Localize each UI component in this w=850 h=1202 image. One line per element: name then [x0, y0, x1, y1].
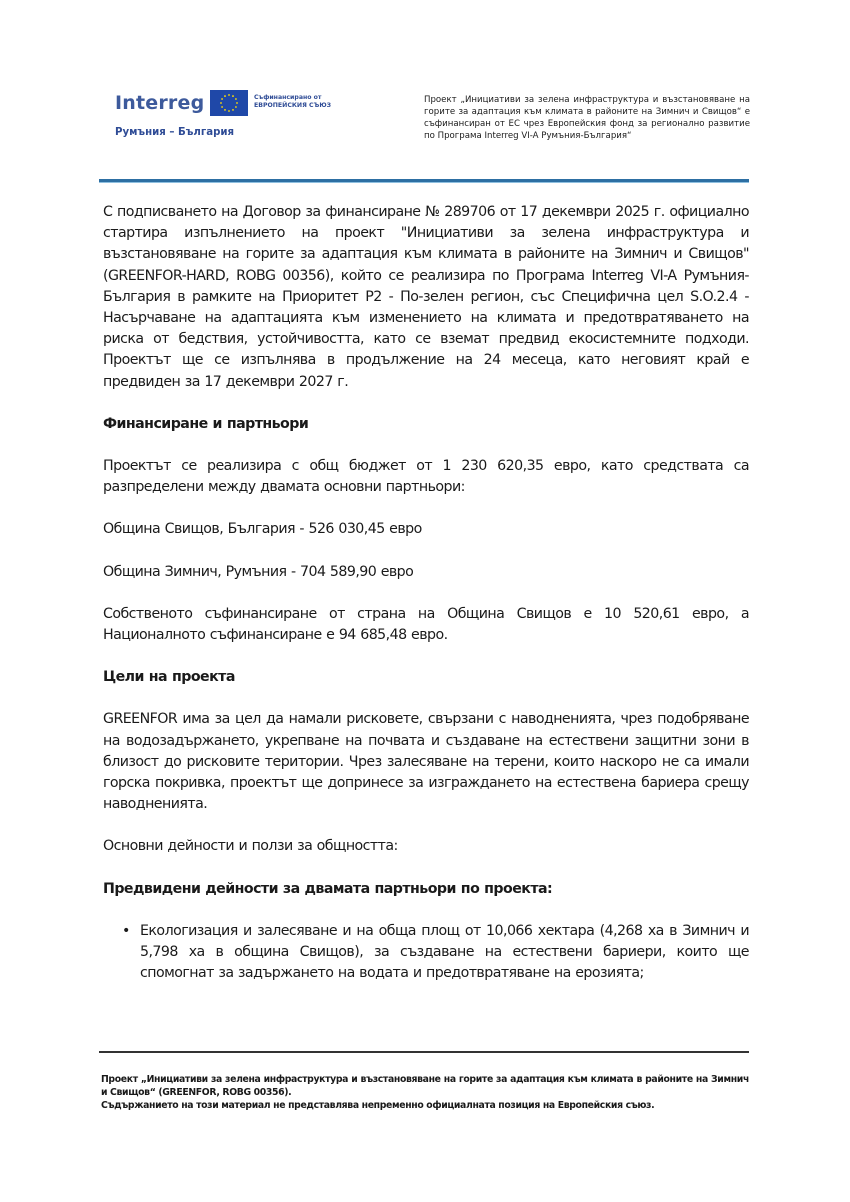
eu-star-icon: [221, 98, 223, 100]
partner-svishtov: Община Свищов, България - 526 030,45 евро: [103, 521, 422, 538]
activities-list: [103, 921, 749, 985]
footer-project-line: Проект „Инициативи за зелена инфраструктура и възстановяване на горите за адаптация към климата в районите на Зимнич и Свищов“ (GREENFOR, ROBG 00356).: [101, 1074, 749, 1098]
page-footer: [101, 1073, 749, 1112]
eu-star-icon: [224, 109, 226, 111]
activities-intro: Основни дейности и ползи за общността:: [103, 838, 398, 855]
eu-star-icon: [232, 95, 234, 97]
eu-star-icon: [235, 106, 237, 108]
eu-cofunded-line1: Съфинансирано от: [254, 94, 322, 101]
region-label: Румъния – България: [115, 127, 235, 138]
document-body: [103, 202, 749, 984]
eu-cofunded-line2: ЕВРОПЕЙСКИЯ СЪЮЗ: [254, 102, 332, 109]
footer-disclaimer: Съдържанието на този материал не представлява непременно официалната позиция на Европейския съюз.: [101, 1100, 655, 1111]
activity-text: Екологизация и залесяване и на обща площ от 10,066 хектара (4,268 ха в Зимнич и 5,798 ха в община Свищов), за създаване на естествени бариери, които ще спомогнат за задържането на водата и предотвратяване на ерозията;: [140, 922, 749, 982]
interreg-brand-text: Interreg: [115, 92, 205, 114]
activities-heading: Предвидени дейности за двамата партньори по проекта:: [103, 880, 553, 897]
eu-star-icon: [236, 102, 238, 104]
header-project-note: Проект „Инициативи за зелена инфраструктура и възстановяване на горите за адаптация към климата в районите на Зимнич и Свищов“ е съфинансиран от ЕС чрез Европейския фонд за регионално развитие по Програма Interreg VI-A Румъния-България“: [424, 95, 750, 141]
list-item: [103, 921, 749, 985]
goals-paragraph: GREENFOR има за цел да намали рисковете, свързани с наводненията, чрез подобряване на водозадържането, укрепване на почвата и създаване на естествени защитни зони в близост до рисковите територии. Чрез залесяване на терени, които наскоро не са имали горска покривка, проектът ще допринесе за изграждането на естествена бариера срещу наводненията.: [103, 711, 749, 813]
bullet-icon: •: [122, 922, 130, 939]
eu-star-icon: [232, 109, 234, 111]
goals-heading: Цели на проекта: [103, 669, 235, 686]
eu-flag-icon: [210, 90, 248, 116]
cofinancing-paragraph: Собственото съфинансиране от страна на Община Свищов е 10 520,61 евро, а Националното съфинансиране е 94 685,48 евро.: [103, 605, 749, 644]
eu-star-icon: [221, 106, 223, 108]
page-header: [0, 0, 850, 182]
eu-stars-icon: [210, 90, 248, 116]
eu-star-icon: [235, 98, 237, 100]
eu-cofunded-label: [254, 94, 331, 110]
eu-star-icon: [220, 102, 222, 104]
interreg-logo: [115, 90, 375, 150]
partner-zimnicea: Община Зимнич, Румъния - 704 589,90 евро: [103, 563, 414, 580]
eu-star-icon: [228, 94, 230, 96]
funding-summary: Проектът се реализира с общ бюджет от 1 230 620,35 евро, като средствата са разпределени между двамата основни партньори:: [103, 458, 749, 496]
eu-star-icon: [224, 95, 226, 97]
intro-paragraph: С подписването на Договор за финансиране № 289706 от 17 декември 2025 г. официално стартира изпълнението на проект "Инициативи за зелена инфраструктура и възстановяване на горите за адаптация към климата в районите на Зимнич и Свищов" (GREENFOR-HARD, ROBG 00356), който се реализира по Програма Interreg VI-A Румъния-България в рамките на Приоритет P2 - По-зелен регион, със Специфична цел S.O.2.4 - Насърчаване на адаптацията към изменението на климата и предотвратяването на риска от бедствия, устойчивостта, като се вземат предвид екосистемните подходи. Проектът ще се изпълнява в продължение на 24 месеца, като неговият край е предвиден за 17 декември 2027 г.: [103, 204, 749, 390]
funding-heading: Финансиране и партньори: [103, 415, 309, 432]
eu-star-icon: [228, 110, 230, 112]
footer-divider: [99, 1051, 749, 1053]
header-divider: [99, 179, 749, 183]
